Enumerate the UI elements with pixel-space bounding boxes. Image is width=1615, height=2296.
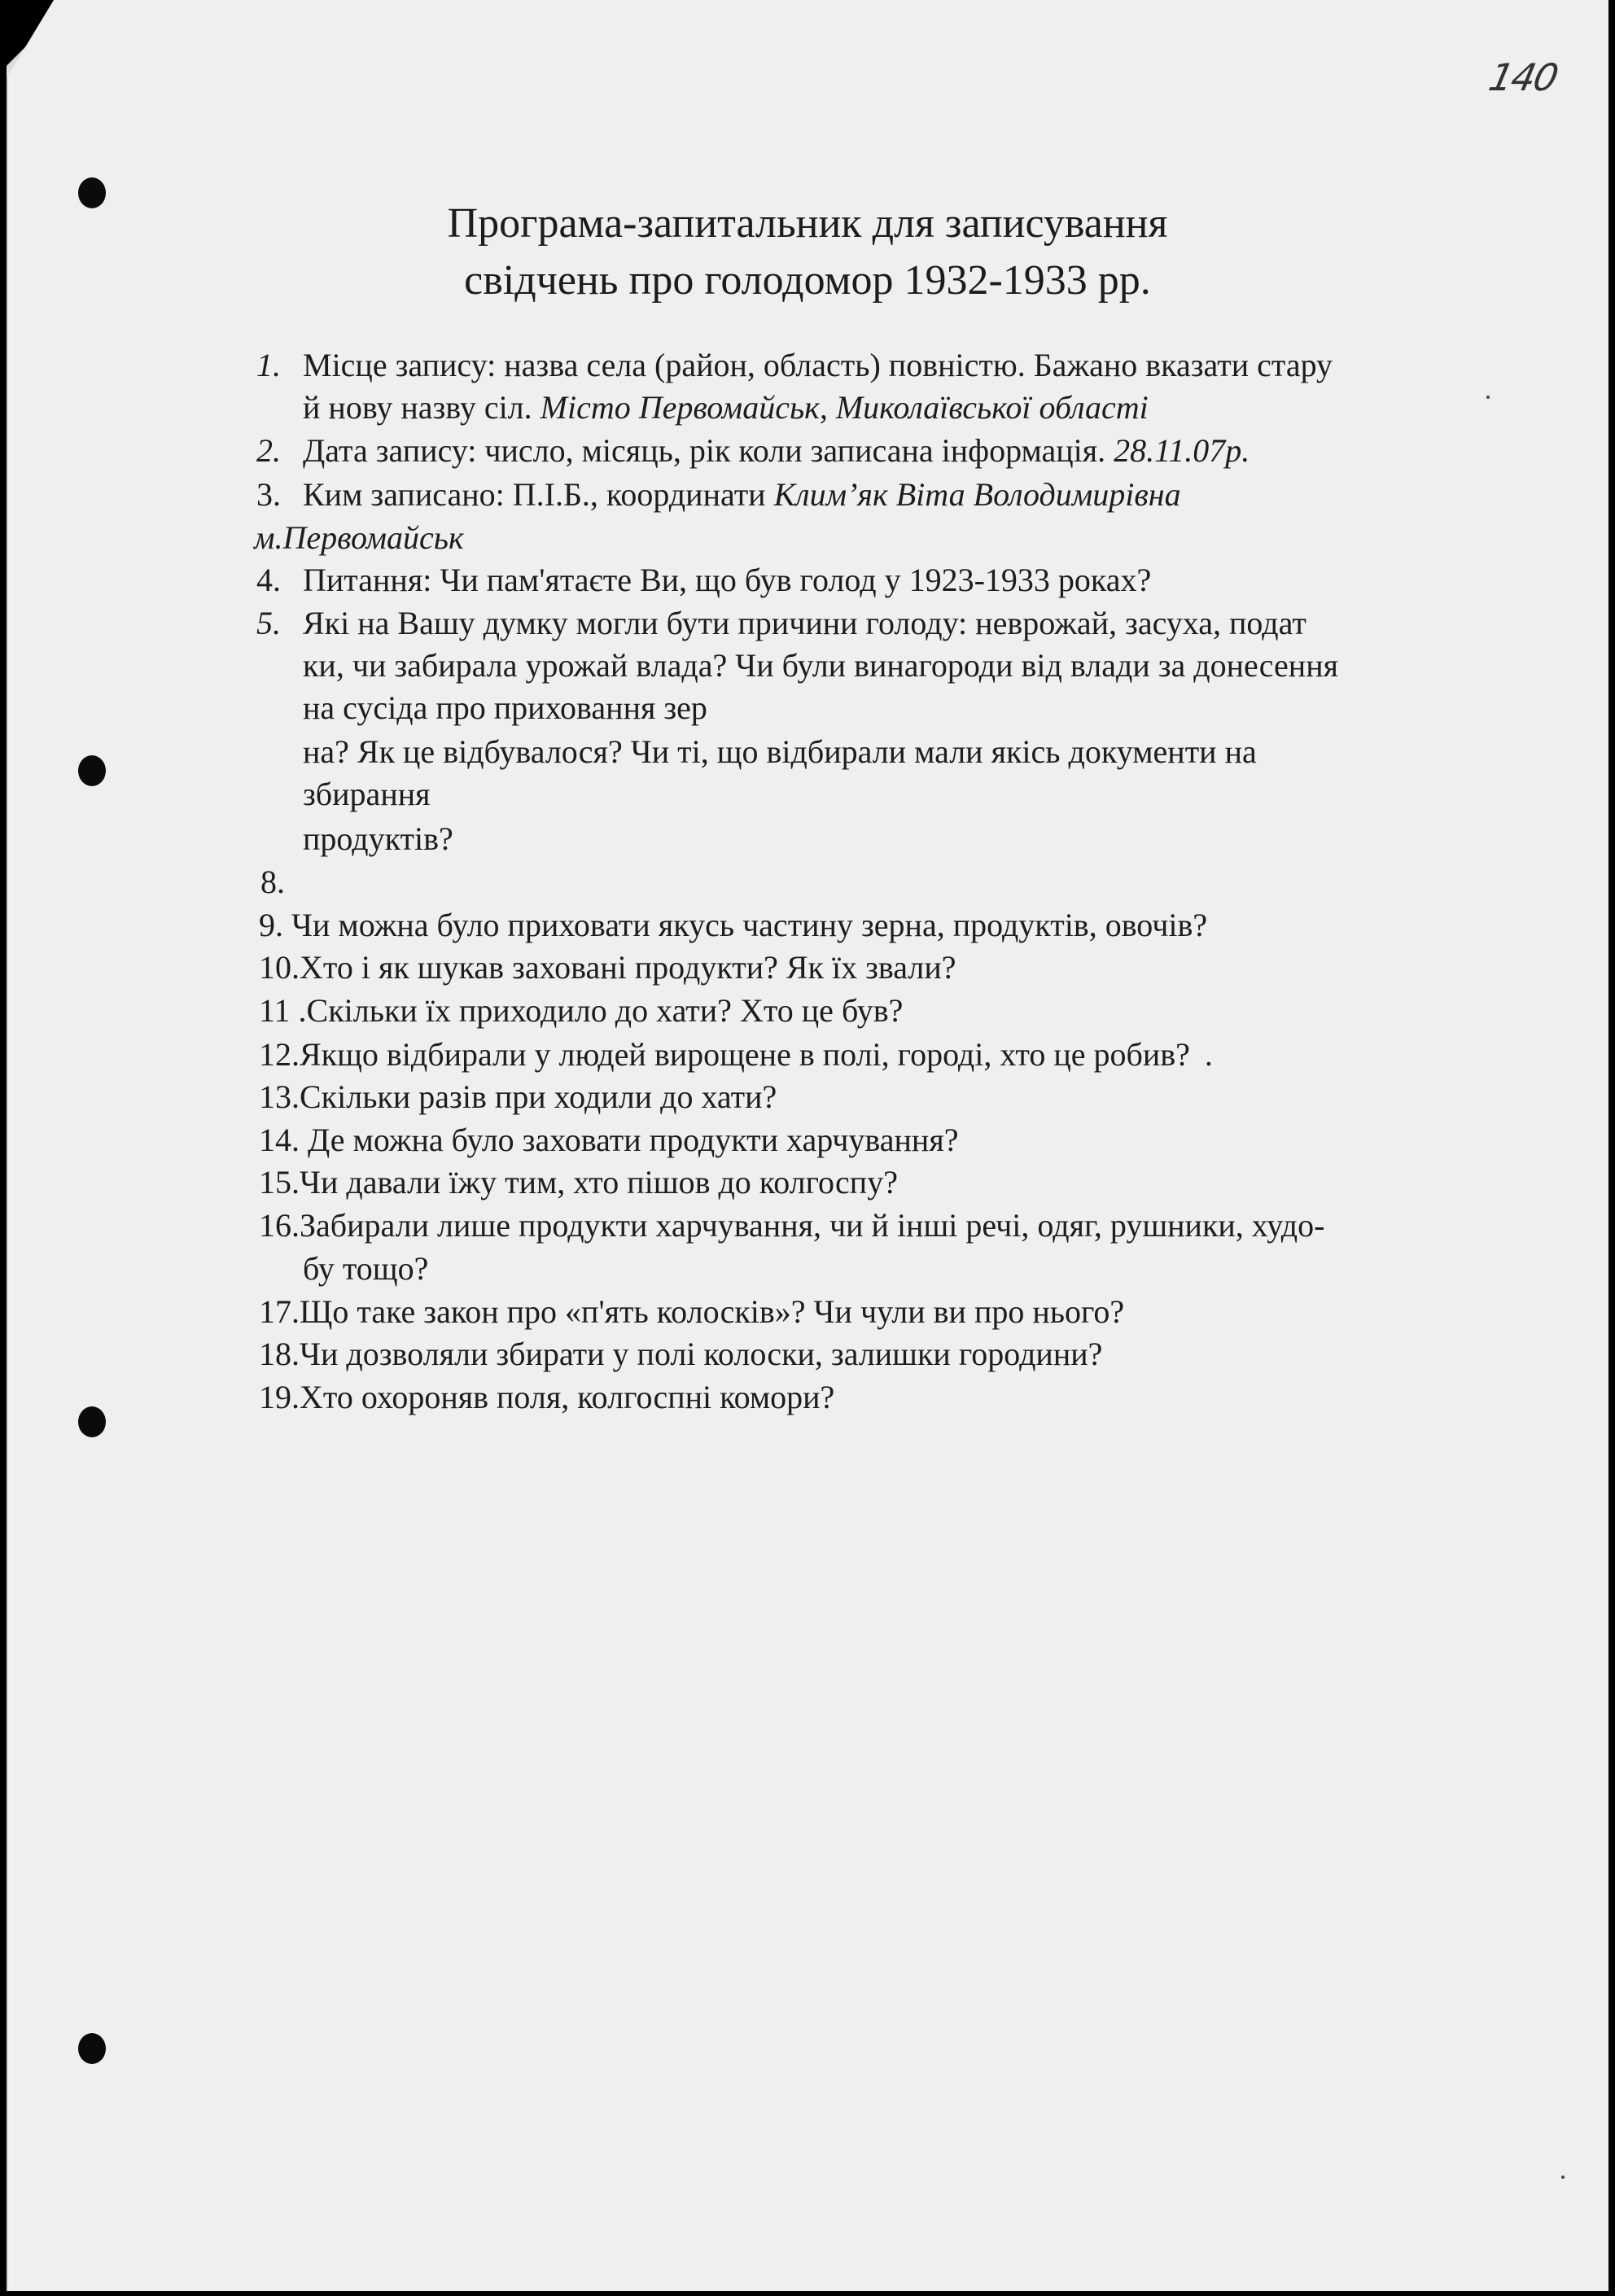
question-13: 13.Скільки разів при ходили до хати? [259, 1078, 777, 1115]
question-text: 12.Якщо відбирали у людей вирощене в полі, городі, хто це робив? [259, 1036, 1190, 1073]
question-1-line2 [303, 387, 1149, 429]
answer-text: Клим’як Віта Володимирівна [773, 476, 1181, 513]
speck [1561, 2176, 1565, 2179]
handwritten-page-number: 140 [1485, 55, 1561, 99]
question-16-line1: 16.Забирали лише продукти харчування, чи й інші речі, одяг, рушники, худо- [259, 1207, 1325, 1244]
question-10: 10.Хто і як шукав заховані продукти? Як їх звали? [259, 949, 956, 986]
question-5-line3: на сусіда про приховання зер [303, 689, 707, 726]
question-19: 19.Хто охороняв поля, колгоспні комори? [259, 1379, 835, 1415]
punch-hole [78, 755, 106, 786]
question-5-line4: на? Як це відбувалося? Чи ті, що відбирали мали якісь документи на [303, 733, 1257, 770]
question-number: 5. [256, 605, 281, 641]
question-text: й нову назву сіл. [303, 389, 541, 426]
answer-text: 28.11.07р. [1114, 432, 1250, 469]
question-12 [259, 1034, 1213, 1076]
question-8: 8. [260, 864, 285, 900]
question-15: 15.Чи давали їжу тим, хто пішов до колгоспу? [259, 1164, 898, 1200]
answer-text: Місто Первомайськ, Миколаївської області [540, 389, 1149, 426]
question-number: 1. [256, 347, 281, 383]
question-number: 2. [256, 432, 281, 469]
question-5-line2: ки, чи забирала урожай влада? Чи були винагороди від влади за донесення [303, 647, 1338, 684]
document-title-line1: Програма-запитальник для записування [447, 200, 1168, 247]
stray-mark: . [1204, 1036, 1213, 1073]
document-title-line2: свідчень про голодомор 1932-1933 рр. [464, 257, 1151, 304]
punch-hole [78, 1406, 106, 1437]
question-text: Дата запису: число, місяць, рік коли записана інформація. [303, 432, 1114, 469]
punch-hole [78, 2033, 106, 2064]
question-number: 4. [256, 562, 281, 598]
question-18: 18.Чи дозволяли збирати у полі колоски, залишки городини? [259, 1336, 1103, 1372]
speck [1486, 396, 1490, 399]
question-number: 3. [256, 476, 281, 513]
question-text: Ким записано: П.І.Б., координати [303, 476, 774, 513]
question-16-line2: бу тощо? [303, 1250, 429, 1287]
question-2 [303, 430, 1250, 472]
question-5-line6: продуктів? [303, 820, 453, 857]
question-3-line2: м.Первомайськ [254, 519, 464, 556]
question-1-line1: Місце запису: назва села (район, область) повністю. Бажано вказати стару [303, 347, 1333, 383]
question-9: 9. Чи можна було приховати якусь частину зерна, продуктів, овочів? [259, 907, 1208, 943]
question-11: 11 .Скільки їх приходило до хати? Хто це був? [259, 992, 904, 1029]
question-4: Питання: Чи пам'ятаєте Ви, що був голод у 1923-1933 роках? [303, 562, 1152, 598]
question-14: 14. Де можна було заховати продукти харчування? [259, 1122, 959, 1158]
question-17: 17.Що таке закон про «п'ять колосків»? Чи чули ви про нього? [259, 1293, 1125, 1330]
question-5-line5: збирання [303, 776, 431, 812]
question-3 [303, 474, 1181, 516]
question-5-line1: Які на Вашу думку могли бути причини голоду: неврожай, засуха, подат [303, 605, 1306, 641]
